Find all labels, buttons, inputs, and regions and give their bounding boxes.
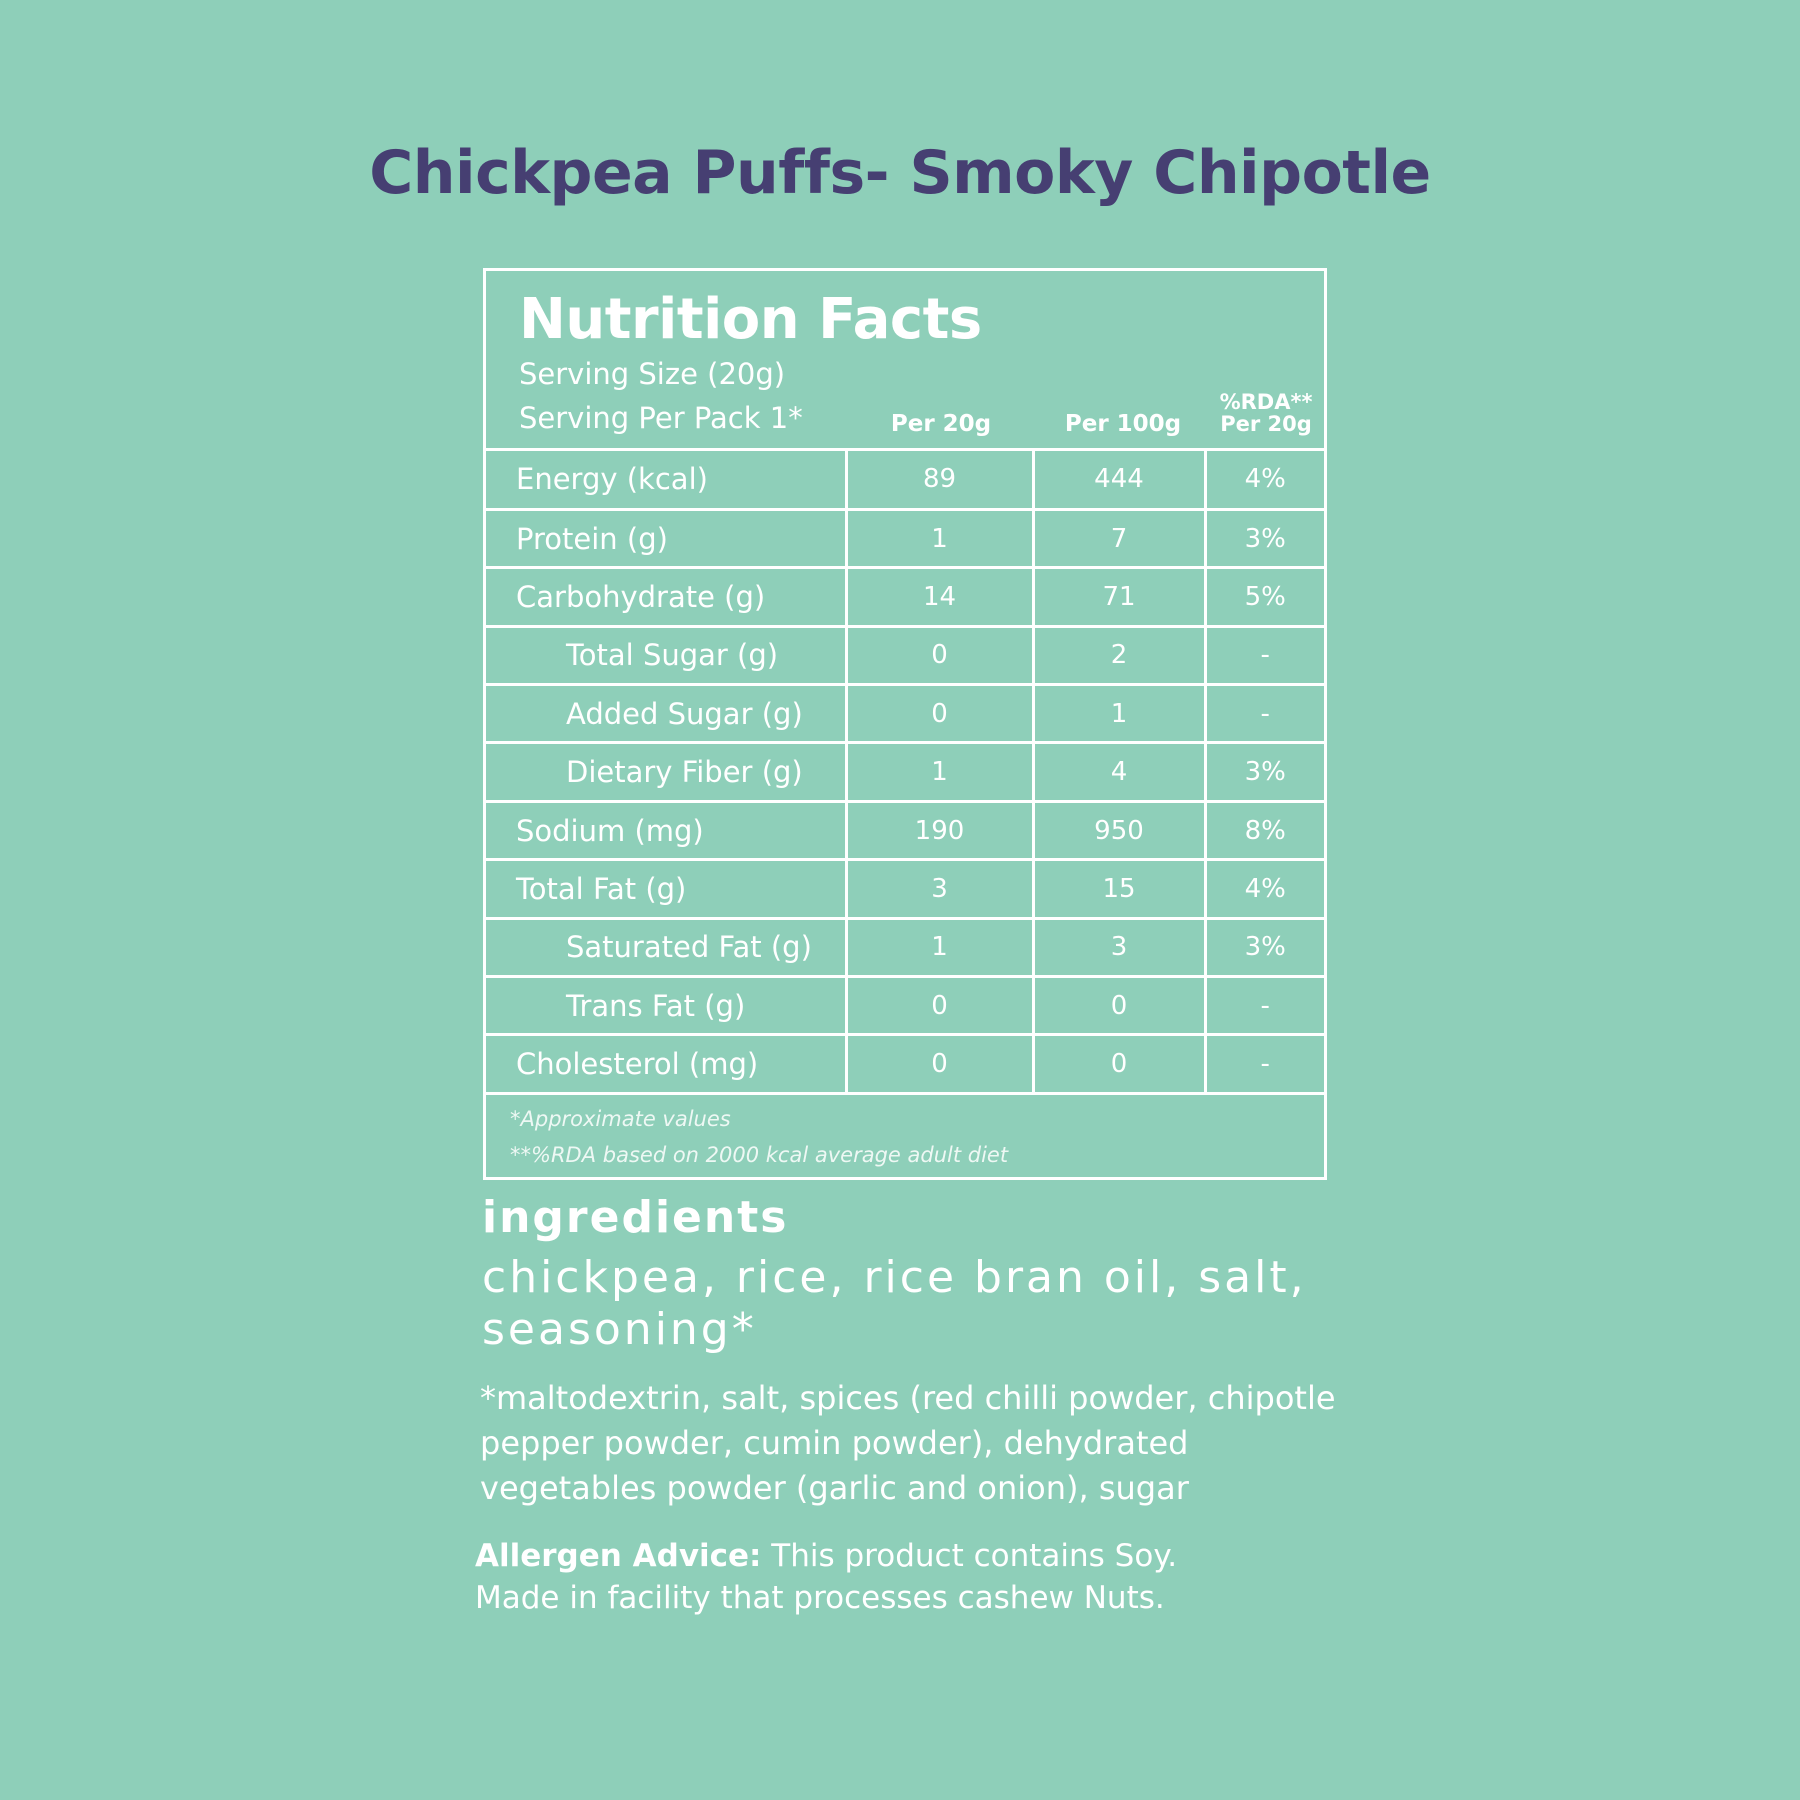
allergen-text: This product contains Soy. [761, 1538, 1178, 1574]
allergen-line-2: Made in facility that processes cashew Nuts. [475, 1580, 1165, 1616]
value-per-20g: 14 [846, 568, 1033, 626]
serving-per-pack: Serving Per Pack 1* [519, 401, 803, 435]
nutrient-label: Protein (g) [486, 509, 846, 567]
value-rda: 4% [1205, 860, 1324, 918]
column-header-rda-line1: %RDA** [1219, 390, 1313, 414]
value-rda: 5% [1205, 568, 1324, 626]
value-per-100g: 15 [1033, 860, 1205, 918]
column-header-rda [1208, 391, 1324, 435]
table-row [486, 626, 1324, 684]
value-rda: 3% [1205, 743, 1324, 801]
ingredients-line-2: seasoning* [482, 1304, 757, 1355]
column-header-rda-line2: Per 20g [1220, 412, 1312, 436]
ingredients-line-1: chickpea, rice, rice bran oil, salt, [482, 1252, 1307, 1303]
value-per-100g: 444 [1033, 451, 1205, 509]
value-rda: 8% [1205, 801, 1324, 859]
value-per-100g: 71 [1033, 568, 1205, 626]
value-rda: 3% [1205, 918, 1324, 976]
value-per-100g: 7 [1033, 509, 1205, 567]
value-rda: 3% [1205, 509, 1324, 567]
seasoning-line-2: pepper powder, cumin powder), dehydrated [480, 1424, 1189, 1462]
value-per-100g: 0 [1033, 977, 1205, 1035]
nutrient-label: Trans Fat (g) [486, 977, 846, 1035]
value-per-20g: 0 [846, 685, 1033, 743]
table-row [486, 860, 1324, 918]
column-header-per-100g: Per 100g [1064, 411, 1182, 437]
value-per-100g: 0 [1033, 1035, 1205, 1093]
footnote-rda: **%RDA based on 2000 kcal average adult diet [510, 1143, 1009, 1167]
nutrition-header [486, 271, 1324, 451]
seasoning-line-1: *maltodextrin, salt, spices (red chilli powder, chipotle [480, 1379, 1336, 1417]
value-per-20g: 190 [846, 801, 1033, 859]
allergen-line-1 [475, 1535, 1375, 1577]
value-per-20g: 3 [846, 860, 1033, 918]
value-rda: 4% [1205, 451, 1324, 509]
nutrition-table [486, 451, 1324, 1095]
seasoning-details [480, 1376, 1440, 1511]
nutrient-label: Added Sugar (g) [486, 685, 846, 743]
value-per-100g: 1 [1033, 685, 1205, 743]
nutrient-label: Saturated Fat (g) [486, 918, 846, 976]
nutrition-facts-panel [483, 268, 1327, 1180]
value-per-20g: 1 [846, 743, 1033, 801]
value-rda: - [1205, 626, 1324, 684]
value-per-100g: 3 [1033, 918, 1205, 976]
footnote-approximate: *Approximate values [510, 1107, 731, 1131]
nutrient-label: Cholesterol (mg) [486, 1035, 846, 1093]
nutrient-label: Energy (kcal) [486, 451, 846, 509]
nutrient-label: Dietary Fiber (g) [486, 743, 846, 801]
seasoning-line-3: vegetables powder (garlic and onion), sugar [480, 1469, 1189, 1507]
table-row [486, 977, 1324, 1035]
value-per-20g: 89 [846, 451, 1033, 509]
product-title: Chickpea Puffs- Smoky Chipotle [369, 138, 1431, 208]
nutrition-facts-title: Nutrition Facts [519, 287, 982, 352]
ingredients-heading: ingredients [482, 1192, 789, 1243]
value-per-100g: 4 [1033, 743, 1205, 801]
ingredients-list [482, 1252, 1362, 1356]
nutrient-label: Total Sugar (g) [486, 626, 846, 684]
value-rda: - [1205, 685, 1324, 743]
nutrient-label: Carbohydrate (g) [486, 568, 846, 626]
value-per-20g: 1 [846, 918, 1033, 976]
serving-size: Serving Size (20g) [519, 357, 786, 391]
table-row [486, 685, 1324, 743]
nutrient-label: Sodium (mg) [486, 801, 846, 859]
table-row [486, 509, 1324, 567]
value-rda: - [1205, 977, 1324, 1035]
table-row [486, 918, 1324, 976]
table-row [486, 568, 1324, 626]
allergen-label: Allergen Advice: [475, 1538, 762, 1574]
value-per-20g: 0 [846, 1035, 1033, 1093]
value-per-20g: 0 [846, 626, 1033, 684]
value-rda: - [1205, 1035, 1324, 1093]
allergen-advice [475, 1535, 1375, 1619]
value-per-20g: 0 [846, 977, 1033, 1035]
nutrient-label: Total Fat (g) [486, 860, 846, 918]
column-header-per-20g: Per 20g [890, 411, 992, 437]
table-row [486, 1035, 1324, 1093]
table-row [486, 451, 1324, 509]
value-per-100g: 2 [1033, 626, 1205, 684]
value-per-100g: 950 [1033, 801, 1205, 859]
table-row [486, 801, 1324, 859]
table-row [486, 743, 1324, 801]
value-per-20g: 1 [846, 509, 1033, 567]
